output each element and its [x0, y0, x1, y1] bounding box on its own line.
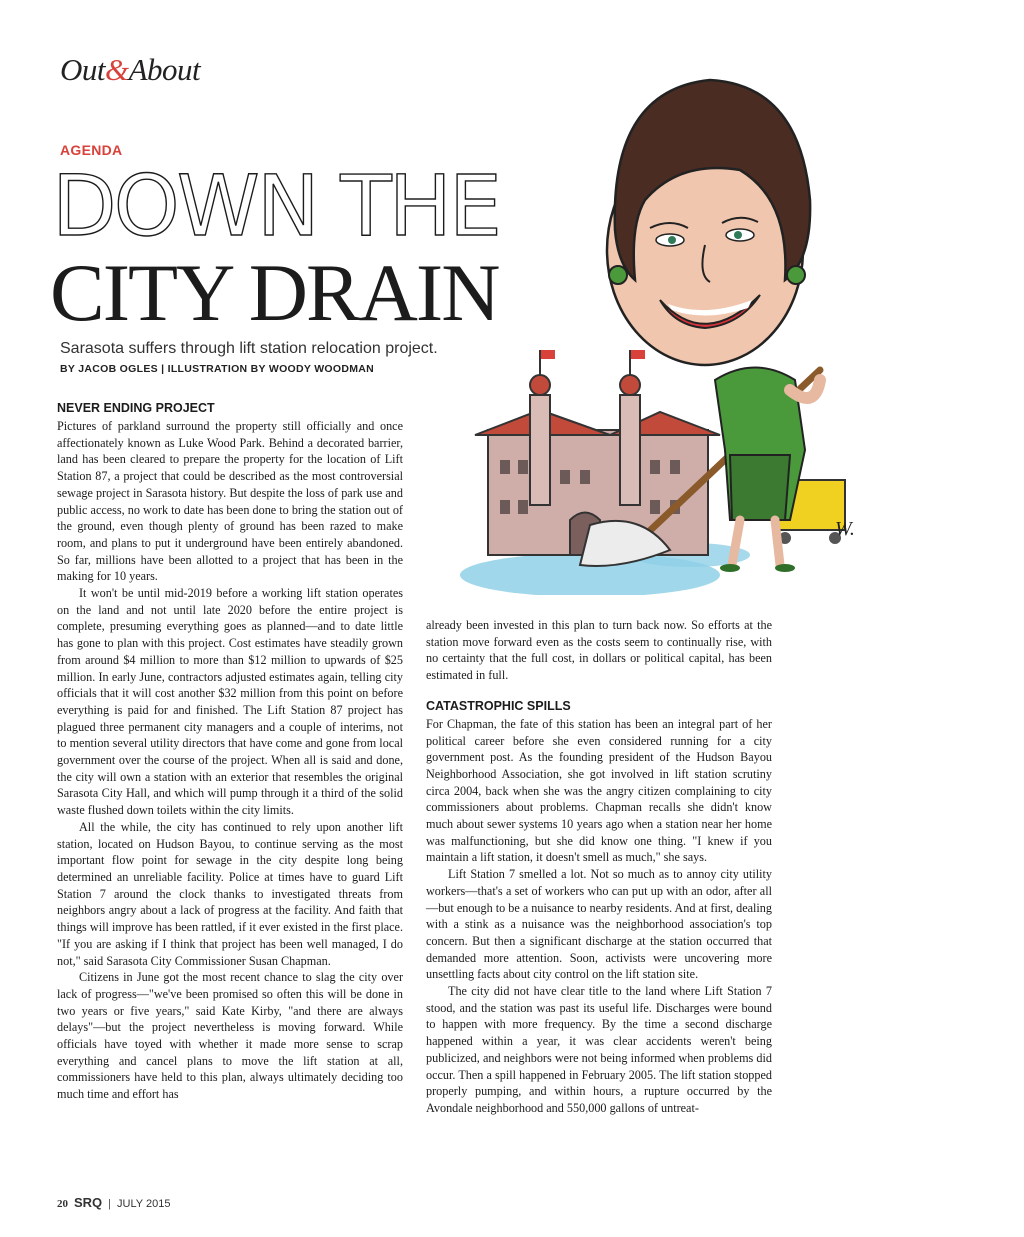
illustrator-signature: W.: [835, 518, 855, 540]
article-column-right: [426, 617, 772, 1117]
section-logo-part2: About: [128, 52, 201, 87]
article-column-left: [57, 400, 403, 1103]
article-paragraph: already been invested in this plan to turn back now. So efforts at the station move forward even as the costs seem to continually rise, with no certainty that the full cost, in dollars or political capital, has been estimated in full.: [426, 618, 772, 683]
article-paragraph: Lift Station 7 smelled a lot. Not so much as to annoy city utility workers—that's a set of workers who can put up with an odor, after all—but enough to be a nuisance to nearby residents. And at first, dealing with a stink as a nuisance was the neighborhood association's top concern. But then a significant discharge at the station occurred that demanded more attention. Soon, activists were uncovering more unsettling facts about city control on the lift station site.: [426, 867, 772, 982]
article-paragraph: All the while, the city has continued to rely upon another lift station, located on Hudson Bayou, to continue serving as the most important flow point for sewage in the city despite long being determined an unreliable facility. Police at times have to guard Lift Station 7 around the clock thanks to investigated threats from neighbors angry about a lack of progress at the facility. And faith that things will improve has been rattled, if it ever existed in the first place. "If you are asking if I think that project has been well managed, I do not," said Sarasota City Commissioner Susan Chapman.: [57, 819, 403, 968]
byline: BY JACOB OGLES | ILLUSTRATION BY WOODY WOODMAN: [60, 363, 375, 375]
headline-line2: CITY DRAIN: [50, 247, 499, 338]
section-logo-part1: Out: [60, 52, 105, 87]
magazine-name: SRQ: [74, 1195, 103, 1210]
article-paragraph: For Chapman, the fate of this station has been an integral part of her political career before she even considered running for a city government post. As the founding president of the Hudson Bayou Neighborhood Association, she got involved in lift station scrutiny circa 2004, back when she was the angry citizen complaining to city commissioners about problems. Chapman recalls she didn't know much about sewer systems 10 years ago when a station near her home was malfunctioning, but she did know one thing. "I knew if you maintain a lift station, it doesn't smell as much," she says.: [426, 716, 772, 865]
headline-line1: DOWN THE: [52, 157, 499, 255]
caricature-illustration: [440, 50, 880, 595]
section-logo-ampersand: &: [105, 52, 129, 87]
article-paragraph: It won't be until mid-2019 before a working lift station operates on the land and not until late 2020 before the entire project is complete, presuming everything goes as planned—and to date little has gone to plan with this project. Cost estimates have steadily grown from around $4 million to more than $12 million to upwards of $25 million. In early June, contractors adjusted estimates again, telling city officials that it will cost another $32 million from this point on before everything is paid for and finished. The Lift Station 87 project has plagued three permanent city managers and a couple of interims, not to mention several utility directors that have come and gone from local government over the course of the project. When all is said and done, the city will own a station with an exterior that resembles the original Sarasota City Hall, and which will pump through it a third of the solid waste flushed down toilets within the city limits.: [57, 586, 403, 818]
article-paragraph: Citizens in June got the most recent chance to slag the city over lack of progress—"we've been promised so often this will be done in two years or five years," said Kate Kirby, "and there are always delays"—but the project nevertheless is moving forward. While officials have toyed with whether it made more sense to scrap everything and cancel plans to move the lift station at all, commissioners have held to this plan, always ultimately deciding too much time and effort has: [57, 970, 403, 1102]
issue-date: JULY 2015: [117, 1198, 171, 1210]
section-logo: [60, 52, 200, 88]
page-number: 20: [57, 1198, 68, 1210]
article-paragraph: The city did not have clear title to the land where Lift Station 7 stood, and the station was past its useful life. Discharges were bound to happen with more frequency. By the time a second discharge happened within a year, it was clear accidents weren't being publicized, and neighbors were not being informed when problems did occur. Then a spill happened in February 2005. The lift station stopped properly pumping, and within hours, a rupture occurred by the Avondale neighborhood and 550,000 gallons of untreat-: [426, 984, 772, 1115]
article-paragraph: Pictures of parkland surround the property still officially and once affectionately known as Luke Wood Park. Behind a decorated barrier, land has been cleared to prepare the property for the location of Lift Station 87, a project that could be described as the most controversial sewage project in Sarasota history. But despite the loss of park use and public access, no work to date has been done to bring the station out of the ground, even though plenty of ground has been razed to make room, and plans to put it underground have been entirely abandoned. So far, millions have been allotted to a project that has been in the making for 10 years.: [57, 419, 403, 584]
footer-separator: |: [108, 1198, 112, 1210]
subhead-never-ending-project: NEVER ENDING PROJECT: [57, 401, 215, 415]
page-footer: [57, 1195, 170, 1210]
kicker: AGENDA: [60, 142, 123, 158]
subhead-catastrophic-spills: CATASTROPHIC SPILLS: [426, 698, 571, 713]
deck: Sarasota suffers through lift station relocation project.: [60, 340, 438, 357]
